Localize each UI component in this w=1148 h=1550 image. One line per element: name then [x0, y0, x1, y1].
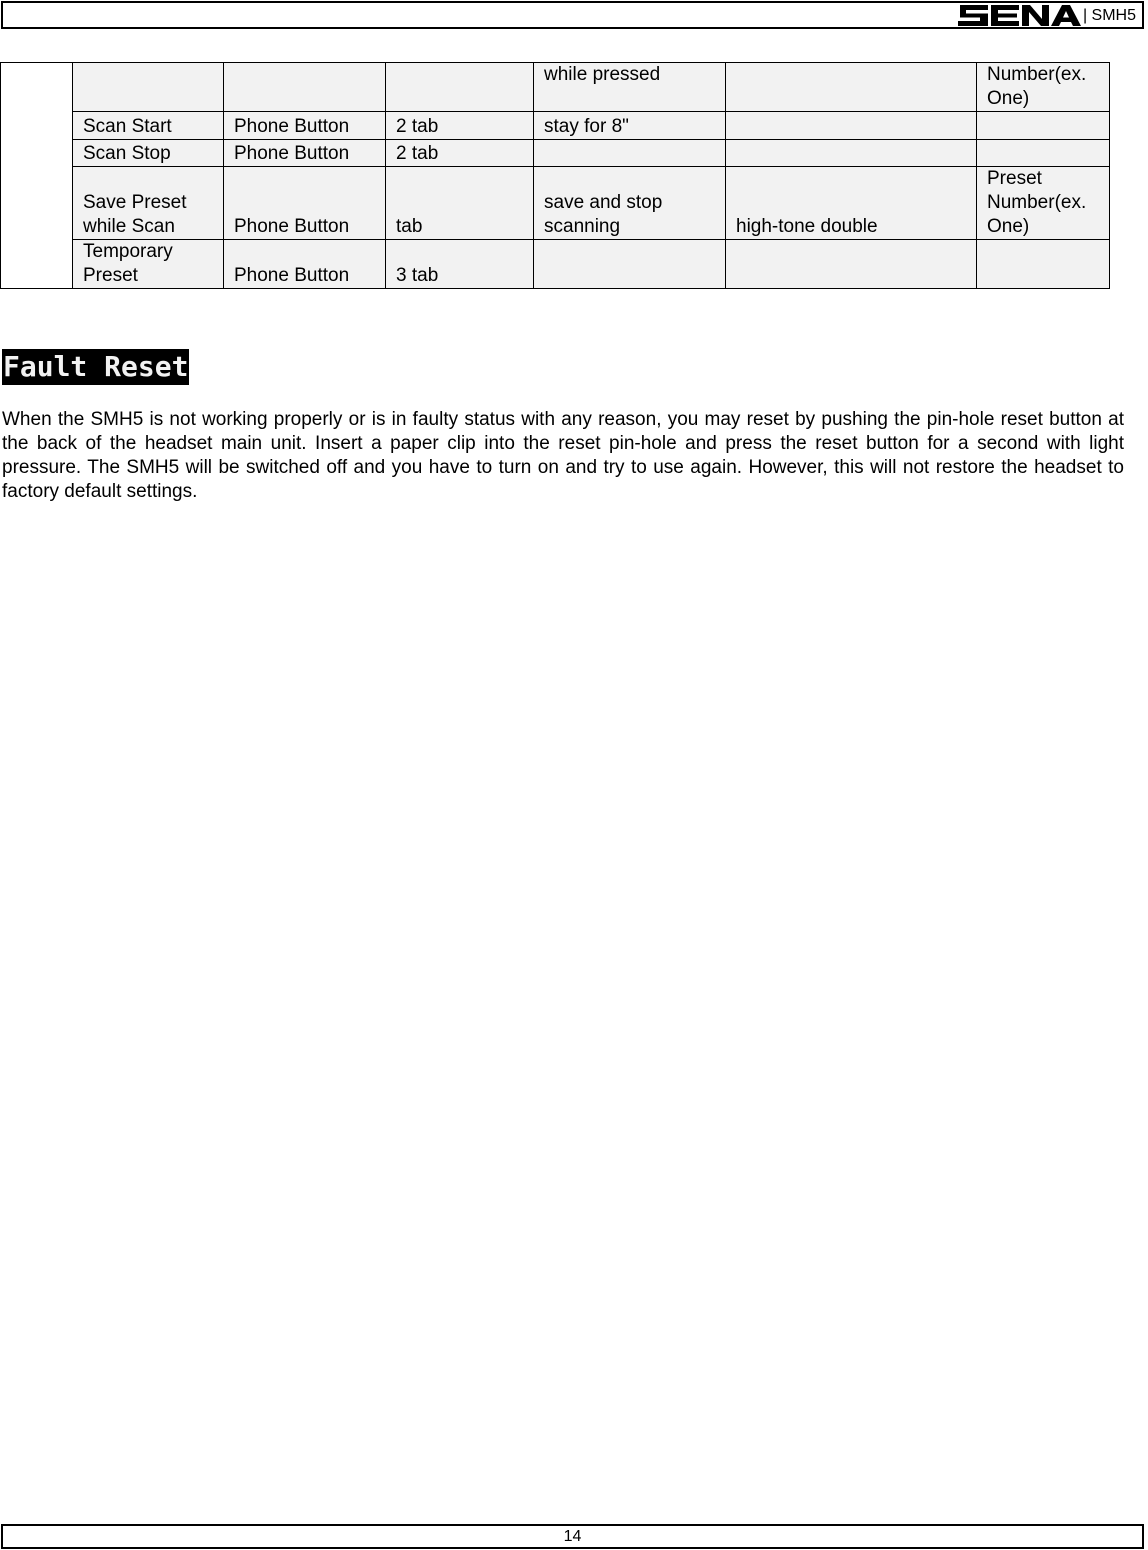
table-cell: Scan Start: [73, 112, 224, 140]
table-cell: [534, 140, 726, 167]
table-cell: Number(ex. One): [977, 63, 1110, 112]
table-cell: [726, 140, 977, 167]
table-cell: [224, 63, 386, 112]
header-brand-group: [957, 3, 1136, 29]
table-cell: while pressed: [534, 63, 726, 112]
table-cell: Temporary Preset: [73, 240, 224, 289]
table-cell: high-tone double: [726, 167, 977, 240]
button-function-table-wrapper: [0, 62, 1110, 289]
table-cell: [386, 63, 534, 112]
table-row: [1, 240, 1110, 289]
header-model-label: | SMH5: [1082, 7, 1136, 24]
table-row: [1, 63, 1110, 112]
table-cell: Scan Stop: [73, 140, 224, 167]
table-cell: Phone Button: [224, 240, 386, 289]
table-cell: [73, 63, 224, 112]
table-cell: [726, 63, 977, 112]
table-cell: [534, 240, 726, 289]
table-cell: [726, 240, 977, 289]
table-row: [1, 140, 1110, 167]
table-cell: [726, 112, 977, 140]
sena-logo: [957, 4, 1081, 28]
table-cell: save and stop scanning: [534, 167, 726, 240]
table-cell: Preset Number(ex. One): [977, 167, 1110, 240]
page-footer: [1, 1524, 1144, 1549]
table-cell: [977, 112, 1110, 140]
table-group-cell: [1, 63, 73, 289]
table-cell: tab: [386, 167, 534, 240]
table-cell: 2 tab: [386, 140, 534, 167]
table-cell: [977, 140, 1110, 167]
page-header: [1, 1, 1144, 29]
table-row: [1, 112, 1110, 140]
table-cell: 2 tab: [386, 112, 534, 140]
table-cell: stay for 8": [534, 112, 726, 140]
button-function-table: [0, 62, 1110, 289]
table-cell: Phone Button: [224, 112, 386, 140]
table-cell: 3 tab: [386, 240, 534, 289]
table-row: [1, 167, 1110, 240]
table-cell: [977, 240, 1110, 289]
section-title: Fault Reset: [3, 350, 189, 383]
table-cell: Save Preset while Scan: [73, 167, 224, 240]
table-cell: Phone Button: [224, 167, 386, 240]
page-number: 14: [563, 1528, 582, 1545]
section-body: When the SMH5 is not working properly or is in faulty status with any reason, you may reset by pushing the pin-hole reset button at the back of the headset main unit. Insert a paper clip into the reset pin-hole and press the reset button for a second with light pressure. The SMH5 will be switched off and you have to turn on and try to use again. However, this will not restore the headset to factory default settings.: [2, 409, 1124, 502]
table-cell: Phone Button: [224, 140, 386, 167]
